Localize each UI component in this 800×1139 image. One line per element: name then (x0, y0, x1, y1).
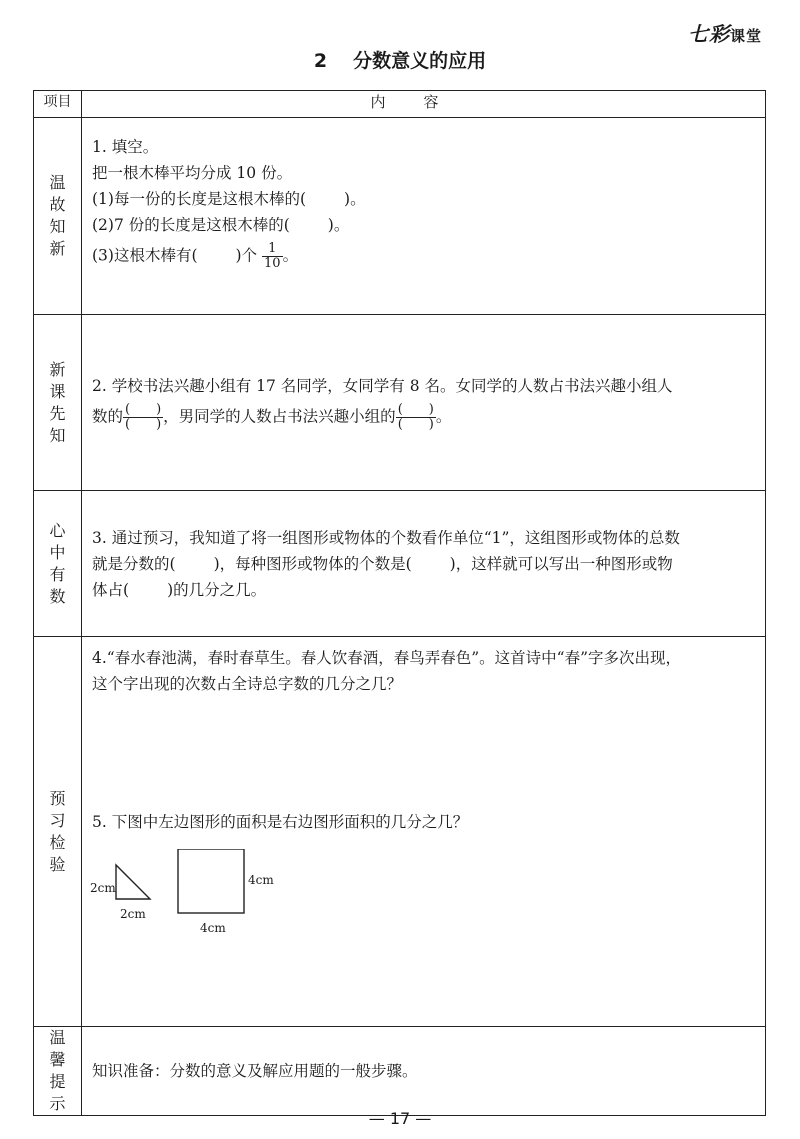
triangle-base-label: 2cm (120, 907, 146, 921)
triangle-side-label: 2cm (90, 881, 116, 895)
q5-figures (90, 849, 753, 935)
q5-text: 5. 下图中左边图形的面积是右边图形面积的几分之几？ (92, 813, 469, 831)
section-content (82, 491, 766, 637)
section-tishi (34, 1027, 766, 1116)
q1-part2: (2)7 份的长度是这根木棒的( )。 (92, 216, 350, 234)
title-text: 分数意义的应用 (353, 50, 487, 72)
q1-title: 1. 填空。 (92, 138, 159, 156)
section-xinzhong (34, 491, 766, 637)
q1-part1: (1)每一份的长度是这根木棒的( )。 (92, 190, 366, 208)
q3-line2: 就是分数的( )，每种图形或物体的个数是( )，这样就可以写出一种图形或物 (92, 554, 673, 573)
header-content: 内容 (82, 91, 766, 118)
table-header-row (34, 91, 766, 118)
section-content (82, 315, 766, 491)
q3-line1: 3. 通过预习，我知道了将一组图形或物体的个数看作单位“1”，这组图形或物体的总数 (92, 528, 680, 547)
answer-fraction: $\frac{( )}{( )}$ (397, 402, 434, 432)
brand-logo (688, 18, 762, 47)
section-label: 预习检验 (34, 637, 82, 1027)
section-label: 心中有数 (34, 491, 82, 637)
q2-line2: 数的 $\frac{( )}{( )}$ ，男同学的人数占书法兴趣小组的 $\frac{( )}{( )}$ 。 (92, 402, 452, 432)
square-base-label: 4cm (200, 921, 226, 935)
header-item: 项目 (34, 91, 82, 118)
page-title (0, 46, 800, 73)
section-content (82, 118, 766, 315)
page-number: — 17 — (368, 1109, 432, 1128)
section-wengu (34, 118, 766, 315)
fraction: $\frac{1}{10}$ (264, 241, 281, 271)
q2-line1: 2. 学校书法兴趣小组有 17 名同学，女同学有 8 名。女同学的人数占书法兴趣小组人 (92, 377, 673, 395)
section-label: 温故知新 (34, 118, 82, 315)
q4-line2: 这个字出现的次数占全诗总字数的几分之几？ (92, 675, 403, 693)
answer-fraction: $\frac{( )}{( )}$ (125, 402, 162, 432)
q1-part3: (3)这根木棒有( )个 $\frac{1}{10}$ 。 (92, 241, 299, 271)
section-content (82, 637, 766, 1027)
logo-small-text: 课堂 (729, 27, 762, 45)
q1-intro: 把一根木棒平均分成 10 份。 (92, 164, 293, 182)
square-side-label: 4cm (248, 873, 274, 887)
title-number: 2 (313, 50, 328, 72)
q3-line3: 体占( )的几分之几。 (92, 580, 267, 599)
worksheet-table (33, 90, 766, 1116)
section-label: 温馨提示 (34, 1027, 82, 1116)
q4-line1: 4.“春水春池满，春时春草生。春人饮春酒，春鸟弄春色”。这首诗中“春”字多次出现， (92, 649, 681, 667)
section-label: 新课先知 (34, 315, 82, 491)
triangle-shape (116, 865, 150, 899)
section-xinke (34, 315, 766, 491)
square-shape (178, 849, 244, 913)
section-content (82, 1027, 766, 1116)
section-yuxi (34, 637, 766, 1027)
tip-text: 知识准备：分数的意义及解应用题的一般步骤。 (92, 1062, 418, 1080)
logo-text: 七彩 (687, 22, 730, 46)
